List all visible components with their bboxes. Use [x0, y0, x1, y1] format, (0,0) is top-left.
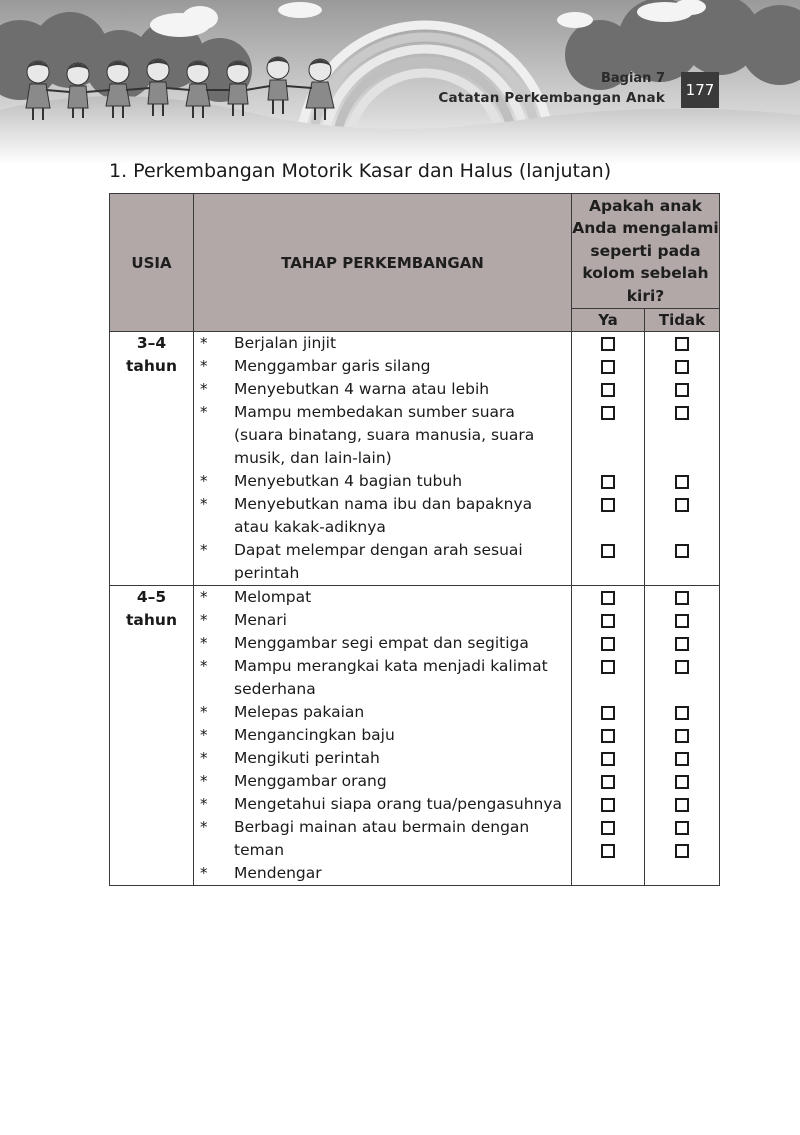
tidak-checkbox[interactable] — [675, 660, 689, 674]
ya-checkbox[interactable] — [601, 475, 615, 489]
milestone-text: Melepas pakaian — [234, 703, 365, 721]
milestone-item — [194, 793, 571, 816]
bullet-asterisk: * — [200, 403, 208, 421]
ya-checkbox[interactable] — [601, 614, 615, 628]
milestone-text: Mengikuti perintah — [234, 749, 380, 767]
milestone-item — [194, 862, 571, 885]
ya-checkbox[interactable] — [601, 752, 615, 766]
tidak-checkbox[interactable] — [675, 821, 689, 835]
ya-checkbox[interactable] — [601, 821, 615, 835]
children-rainbow-illustration — [0, 0, 800, 165]
ya-checkbox[interactable] — [601, 729, 615, 743]
section-title: 1. Perkembangan Motorik Kasar dan Halus (lanjutan) — [109, 160, 612, 182]
tidak-checkbox[interactable] — [675, 775, 689, 789]
age-unit: tahun — [126, 357, 177, 375]
age-range: 4–5 — [136, 588, 167, 606]
bullet-asterisk: * — [200, 749, 208, 767]
milestone-text: Mampu membedakan sumber suara (suara binatang, suara manusia, suara musik, dan lain-lain) — [234, 403, 535, 467]
milestone-text: Menggambar garis silang — [234, 357, 431, 375]
tidak-checkbox[interactable] — [675, 337, 689, 351]
bullet-asterisk: * — [200, 611, 208, 629]
ya-checkbox[interactable] — [601, 660, 615, 674]
bullet-asterisk: * — [200, 864, 208, 882]
tidak-checkbox[interactable] — [675, 729, 689, 743]
tidak-checkbox[interactable] — [675, 798, 689, 812]
ya-checkbox[interactable] — [601, 844, 615, 858]
age-group-row — [110, 586, 720, 886]
milestone-item — [194, 332, 571, 355]
bullet-asterisk: * — [200, 657, 208, 675]
ya-checkbox[interactable] — [601, 383, 615, 397]
tidak-checkbox[interactable] — [675, 544, 689, 558]
ya-checkbox[interactable] — [601, 544, 615, 558]
milestone-text: Menyebutkan 4 warna atau lebih — [234, 380, 490, 398]
ya-checkbox-column — [572, 332, 645, 586]
bullet-asterisk: * — [200, 334, 208, 352]
col-header-usia: USIA — [110, 194, 194, 332]
milestone-list — [194, 332, 572, 586]
milestone-text: Menggambar segi empat dan segitiga — [234, 634, 529, 652]
age-cell — [110, 332, 194, 586]
bullet-asterisk: * — [200, 772, 208, 790]
milestone-text: Mengancingkan baju — [234, 726, 395, 744]
milestone-item — [194, 816, 571, 862]
bullet-asterisk: * — [200, 357, 208, 375]
ya-checkbox-column — [572, 586, 645, 886]
ya-checkbox[interactable] — [601, 360, 615, 374]
tidak-checkbox[interactable] — [675, 406, 689, 420]
milestone-item — [194, 770, 571, 793]
milestone-item — [194, 539, 571, 585]
milestone-text: Mampu merangkai kata menjadi kalimat sederhana — [234, 657, 548, 698]
bullet-asterisk: * — [200, 380, 208, 398]
part-label: Bagian 7 — [600, 71, 665, 86]
milestone-item — [194, 609, 571, 632]
milestone-text: Dapat melempar dengan arah sesuai perintah — [234, 541, 523, 582]
tidak-checkbox[interactable] — [675, 360, 689, 374]
tidak-checkbox[interactable] — [675, 498, 689, 512]
age-unit: tahun — [126, 611, 177, 629]
ya-checkbox[interactable] — [601, 498, 615, 512]
development-checklist-table — [109, 193, 720, 886]
tidak-checkbox[interactable] — [675, 614, 689, 628]
ya-checkbox[interactable] — [601, 775, 615, 789]
milestone-item — [194, 724, 571, 747]
tidak-checkbox[interactable] — [675, 637, 689, 651]
milestone-text: Menari — [234, 611, 287, 629]
bullet-asterisk: * — [200, 726, 208, 744]
page-number: 177 — [681, 72, 719, 108]
header-title-block — [438, 70, 665, 108]
age-range: 3–4 — [136, 334, 167, 352]
col-header-question: Apakah anak Anda mengalami seperti pada kolom sebelah kiri? — [572, 194, 720, 309]
ya-checkbox[interactable] — [601, 406, 615, 420]
chapter-title: Catatan Perkembangan Anak — [438, 90, 665, 106]
tidak-checkbox[interactable] — [675, 706, 689, 720]
bullet-asterisk: * — [200, 795, 208, 813]
tidak-checkbox[interactable] — [675, 844, 689, 858]
ya-checkbox[interactable] — [601, 591, 615, 605]
milestone-text: Mendengar — [234, 864, 322, 882]
milestone-item — [194, 632, 571, 655]
tidak-checkbox-column — [645, 586, 720, 886]
milestone-item — [194, 493, 571, 539]
header-illustration — [0, 0, 800, 165]
milestone-text: Melompat — [234, 588, 312, 606]
bullet-asterisk: * — [200, 541, 208, 559]
bullet-asterisk: * — [200, 472, 208, 490]
bullet-asterisk: * — [200, 818, 208, 836]
milestone-item — [194, 401, 571, 470]
col-header-ya: Ya — [572, 309, 645, 332]
tidak-checkbox[interactable] — [675, 383, 689, 397]
col-header-tidak: Tidak — [645, 309, 720, 332]
milestone-item — [194, 655, 571, 701]
milestone-item — [194, 701, 571, 724]
milestone-text: Menyebutkan 4 bagian tubuh — [234, 472, 463, 490]
col-header-tahap: TAHAP PERKEMBANGAN — [194, 194, 572, 332]
age-group-row — [110, 332, 720, 586]
bullet-asterisk: * — [200, 588, 208, 606]
ya-checkbox[interactable] — [601, 798, 615, 812]
milestone-text: Menggambar orang — [234, 772, 387, 790]
tidak-checkbox[interactable] — [675, 591, 689, 605]
ya-checkbox[interactable] — [601, 706, 615, 720]
milestone-item — [194, 470, 571, 493]
bullet-asterisk: * — [200, 634, 208, 652]
age-cell — [110, 586, 194, 886]
milestone-text: Menyebutkan nama ibu dan bapaknya atau kakak-adiknya — [234, 495, 533, 536]
milestone-text: Berjalan jinjit — [234, 334, 337, 352]
milestone-item — [194, 355, 571, 378]
tidak-checkbox[interactable] — [675, 475, 689, 489]
milestone-text: Berbagi mainan atau bermain dengan teman — [234, 818, 530, 859]
milestone-item — [194, 586, 571, 609]
ya-checkbox[interactable] — [601, 337, 615, 351]
milestone-item — [194, 378, 571, 401]
bullet-asterisk: * — [200, 495, 208, 513]
milestone-text: Mengetahui siapa orang tua/pengasuhnya — [234, 795, 563, 813]
milestone-item — [194, 747, 571, 770]
ya-checkbox[interactable] — [601, 637, 615, 651]
milestone-list — [194, 586, 572, 886]
tidak-checkbox-column — [645, 332, 720, 586]
tidak-checkbox[interactable] — [675, 752, 689, 766]
bullet-asterisk: * — [200, 703, 208, 721]
